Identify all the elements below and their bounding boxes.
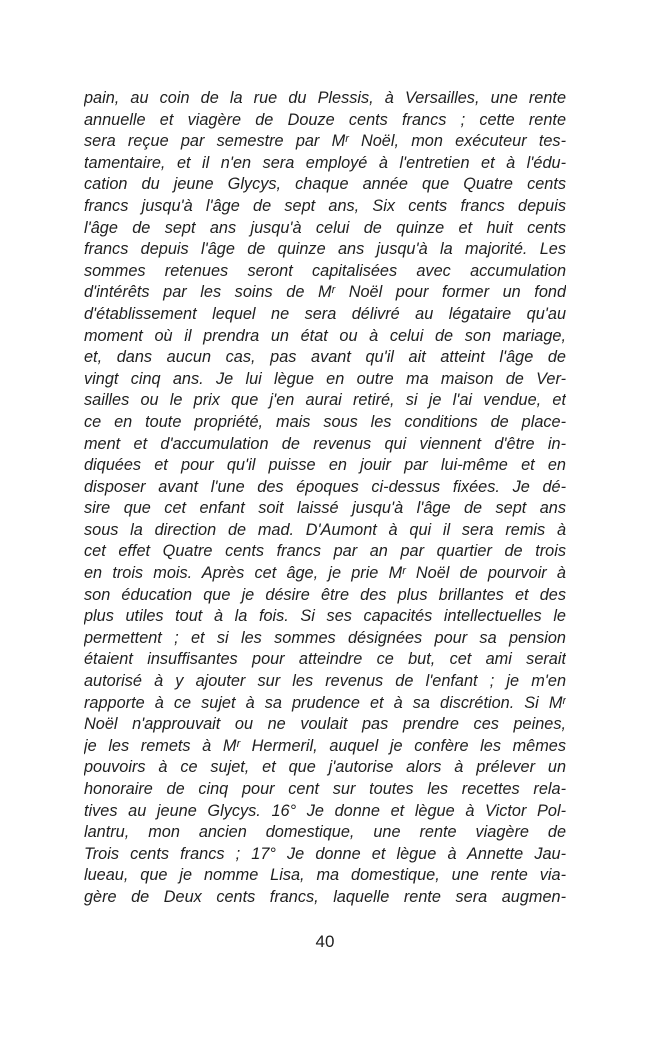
- text-line: sous la direction de mad. D'Aumont à qui il sera remis à: [84, 520, 566, 539]
- text-line: son éducation que je désire être des plus brillantes et des: [84, 585, 566, 604]
- text-line: honoraire de cinq pour cent sur toutes les recettes rela-: [84, 780, 566, 798]
- text-line: l'âge de sept ans jusqu'à celui de quinze et huit cents: [84, 218, 566, 237]
- text-line: rapporte à ce sujet à sa prudence et à sa discrétion. Si Mʳ: [84, 693, 566, 712]
- text-line: d'établissement lequel ne sera délivré au légataire qu'au: [84, 304, 566, 323]
- text-line: sera reçue par semestre par Mʳ Noël, mon exécuteur tes-: [84, 132, 566, 151]
- text-line: sailles ou le prix que j'en aurai retiré, si je l'ai vendue, et: [84, 391, 566, 410]
- page-number: 40: [315, 932, 335, 951]
- text-line: je les remets à Mʳ Hermeril, auquel je confère les mêmes: [84, 736, 566, 755]
- text-line: francs jusqu'à l'âge de sept ans, Six cents francs depuis: [84, 196, 566, 215]
- body-text: [84, 88, 566, 909]
- text-line: francs depuis l'âge de quinze ans jusqu'à la majorité. Les: [84, 240, 566, 259]
- text-line: d'intérêts par les soins de Mʳ Noël pour former un fond: [84, 283, 566, 302]
- text-line: tamentaire, et il n'en sera employé à l'entretien et à l'édu-: [84, 153, 566, 172]
- text-line: disposer avant l'une des époques ci-dessus fixées. Je dé-: [84, 477, 566, 496]
- text-line: sire que cet enfant soit laissé jusqu'à l'âge de sept ans: [84, 499, 566, 518]
- text-line: lantru, mon ancien domestique, une rente viagère de: [84, 823, 566, 842]
- text-line: plus utiles tout à la fois. Si ses capacités intellectuelles le: [84, 607, 566, 626]
- text-line: étaient insuffisantes pour atteindre ce but, cet ami serait: [84, 650, 566, 669]
- text-line: annuelle et viagère de Douze cents francs ; cette rente: [84, 110, 566, 129]
- text-line: pain, au coin de la rue du Plessis, à Versailles, une rente: [84, 89, 566, 107]
- text-line: autorisé à y ajouter sur les revenus de l'enfant ; je m'en: [84, 672, 566, 691]
- text-line: ce en toute propriété, mais sous les conditions de place-: [84, 412, 566, 431]
- text-line: lueau, que je nomme Lisa, ma domestique, une rente via-: [84, 866, 566, 885]
- text-line: Trois cents francs ; 17° Je donne et lègue à Annette Jau-: [84, 844, 566, 863]
- text-line: en trois mois. Après cet âge, je prie Mʳ Noël de pourvoir à: [84, 564, 566, 583]
- text-line: gère de Deux cents francs, laquelle rente sera augmen-: [84, 887, 566, 906]
- text-line: ment et d'accumulation de revenus qui viennent d'être in-: [84, 434, 566, 453]
- text-line: permettent ; et si les sommes désignées pour sa pension: [84, 628, 566, 647]
- text-line: moment où il prendra un état ou à celui de son mariage,: [84, 326, 566, 345]
- text-line: sommes retenues seront capitalisées avec accumulation: [84, 261, 566, 280]
- text-line: tives au jeune Glycys. 16° Je donne et lègue à Victor Pol-: [84, 801, 566, 820]
- text-line: diquées et pour qu'il puisse en jouir par lui-même et en: [84, 456, 566, 475]
- text-line: cation du jeune Glycys, chaque année que Quatre cents: [84, 175, 566, 194]
- text-line: cet effet Quatre cents francs par an par quartier de trois: [84, 542, 566, 561]
- text-line: pouvoirs à ce sujet, et que j'autorise alors à prélever un: [84, 758, 566, 777]
- text-line: Noël n'approuvait ou ne voulait pas prendre ces peines,: [84, 715, 566, 734]
- text-line: vingt cinq ans. Je lui lègue en outre ma maison de Ver-: [84, 369, 566, 388]
- text-line: et, dans aucun cas, pas avant qu'il ait atteint l'âge de: [84, 348, 566, 367]
